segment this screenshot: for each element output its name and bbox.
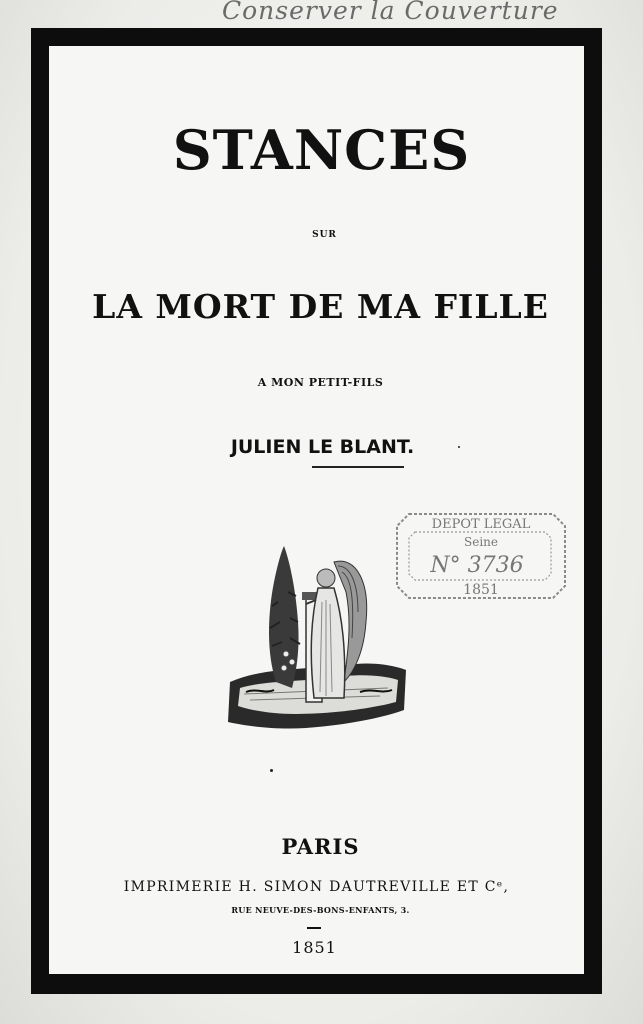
stamp-line1: DEPOT LEGAL (431, 517, 531, 532)
subtitle-connector: SUR (312, 230, 337, 240)
page-title: STANCES (172, 118, 471, 182)
imprint-divider (307, 927, 321, 929)
imprint-place: PARIS (281, 834, 360, 859)
dedication-line: A MON PETIT-FILS (257, 376, 384, 389)
legal-deposit-stamp (395, 512, 567, 600)
angel-vignette-illustration (226, 542, 408, 734)
page-subtitle: LA MORT DE MA FILLE (92, 287, 549, 326)
stamp-number: N° 3736 (430, 553, 524, 578)
dedicatee-name: JULIEN LE BLANT. (230, 436, 415, 458)
stamp-line2: Seine (464, 535, 498, 549)
imprint-address: RUE NEUVE-DES-BONS-ENFANTS, 3. (231, 905, 410, 915)
underline-rule (312, 466, 404, 468)
imprint-printer: IMPRIMERIE H. SIMON DAUTREVILLE ET Cᵉ, (123, 879, 510, 895)
print-speck (458, 446, 460, 448)
stamp-year: 1851 (463, 582, 499, 598)
handwritten-annotation: Conserver la Couverture (222, 0, 559, 25)
imprint-year: 1851 (292, 938, 337, 957)
print-speck (270, 769, 273, 772)
